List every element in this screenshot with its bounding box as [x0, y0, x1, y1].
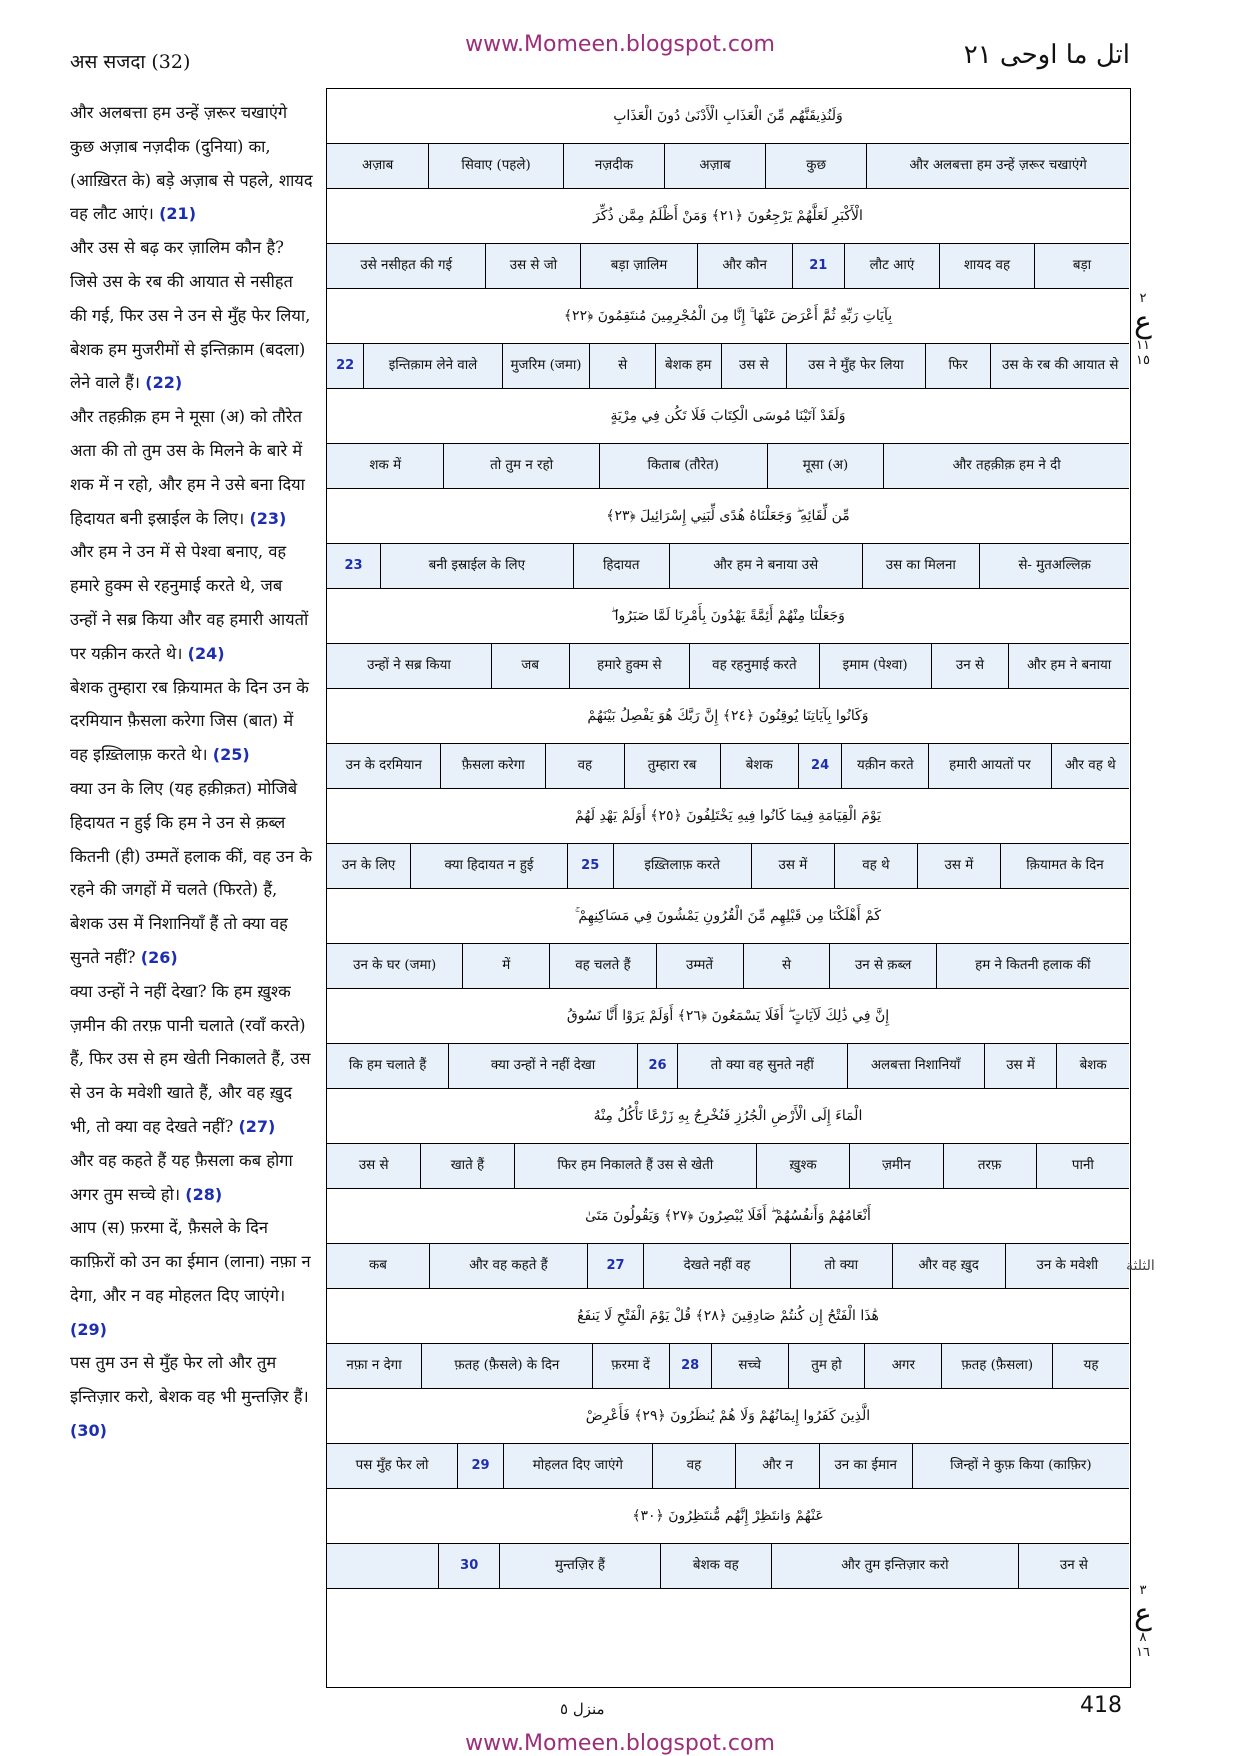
arabic-text: الَّذِينَ كَفَرُوا إِيمَانُهُمْ وَلَا هُمْ يُنظَرُونَ ﴿٢٩﴾ فَأَعْرِضْ	[585, 1408, 871, 1424]
word-meaning-cell: अज़ाब	[361, 157, 394, 173]
arabic-text: مِّن لِّقَائِهِ ۖ وَجَعَلْنَاهُ هُدًى لِّبَنِي إِسْرَائِيلَ ﴿٢٣﴾	[606, 508, 850, 524]
translation-text: और उस से बढ़ कर ज़ालिम कौन है? जिसे उस के रब की आयात से नसीहत की गई, फिर उस ने उन से मुँह फेर लिया, बेशक हम मुजरीमों से इन्तिक़ाम (बदला) लेने वाले हैं।	[70, 238, 311, 393]
word-translation-row	[327, 144, 1129, 189]
translation-text: पस तुम उन से मुँह फेर लो और तुम इन्तिज़ार करो, बेशक वह भी मुन्तज़िर हैं।	[70, 1353, 309, 1407]
word-translation-row	[327, 1344, 1129, 1389]
word-meaning-cell: उस का मिलना	[862, 544, 980, 588]
arabic-line	[327, 1189, 1129, 1244]
word-meaning-cell: यह	[1052, 1344, 1129, 1388]
verse-number-cell: 21	[792, 244, 844, 288]
word-meaning-cell: और कौन	[697, 244, 792, 288]
margin-label: الثلثة	[1126, 1258, 1155, 1274]
word-meaning-cell: देखते नहीं वह	[643, 1244, 790, 1288]
verse-number-cell: 23	[344, 558, 363, 574]
word-meaning-cell: ज़मीन	[849, 1144, 942, 1188]
word-meaning-cell: तुम हो	[788, 1344, 865, 1388]
word-meaning-cell: वह चलते हैं	[549, 944, 655, 988]
word-meaning-cell: उन्हों ने सब्र किया	[367, 657, 451, 673]
word-meaning-cell: जब	[491, 644, 569, 688]
word-meaning-cell: उन के दरमियान	[345, 757, 422, 773]
word-meaning-cell: उस से	[721, 344, 787, 388]
word-meaning-cell: बेशक	[720, 744, 798, 788]
word-meaning-cell: उन के मवेशी	[1005, 1244, 1129, 1288]
word-meaning-cell: उन के घर (जमा)	[353, 957, 437, 973]
arabic-line	[327, 1489, 1129, 1544]
verse-number-cell: 30	[438, 1544, 499, 1588]
word-meaning-cell: मुजरिम (जमा)	[502, 344, 590, 388]
word-meaning-cell: हिदायत	[573, 544, 669, 588]
word-meaning-cell: मोहलत दिए जाएंगे	[503, 1444, 652, 1488]
verse-number: (24)	[187, 643, 225, 663]
word-meaning-cell: और तुम इन्तिज़ार करो	[771, 1544, 1018, 1588]
word-by-word-table	[326, 88, 1131, 1688]
verse-number: (25)	[212, 745, 250, 765]
word-meaning-cell: यक़ीन करते	[841, 744, 928, 788]
word-meaning-cell: और वह थे	[1051, 744, 1129, 788]
word-meaning-cell: पानी	[1036, 1144, 1129, 1188]
word-meaning-cell: तुम्हारा रब	[624, 744, 720, 788]
arabic-line	[327, 389, 1129, 444]
word-meaning-cell: शायद वह	[939, 244, 1034, 288]
word-meaning-cell: क्या उन्हों ने नहीं देखा	[448, 1044, 637, 1088]
word-translation-row	[327, 644, 1129, 689]
word-meaning-cell: और अलबत्ता हम उन्हें ज़रूर चखाएंगे	[866, 144, 1129, 188]
translation-paragraph	[70, 975, 314, 1144]
word-meaning-cell: कब	[368, 1257, 387, 1273]
word-meaning-cell: फ़तह (फ़ैसला)	[941, 1344, 1052, 1388]
arabic-text: بِآيَاتِ رَبِّهِ ثُمَّ أَعْرَضَ عَنْهَا ۚ إِنَّا مِنَ الْمُجْرِمِينَ مُنتَقِمُونَ ﴿٢٢﴾	[563, 308, 893, 324]
word-meaning-cell: क़ियामत के दिन	[1000, 844, 1129, 888]
arabic-line	[327, 89, 1129, 144]
verse-number: (30)	[70, 1421, 107, 1441]
word-meaning-cell: फ़रमा दें	[592, 1344, 669, 1388]
verse-number: (26)	[140, 947, 178, 967]
verse-number: (29)	[70, 1319, 107, 1339]
arabic-text: هَٰذَا الْفَتْحُ إِن كُنتُمْ صَادِقِينَ ﴿٢٨﴾ قُلْ يَوْمَ الْفَتْحِ لَا يَنفَعُ	[577, 1308, 879, 1324]
site-url-footer[interactable]: www.Momeen.blogspot.com	[465, 1731, 775, 1756]
word-meaning-cell: पस मुँह फेर लो	[355, 1457, 429, 1473]
word-meaning-cell: कुछ	[765, 144, 866, 188]
arabic-text: كَمْ أَهْلَكْنَا مِن قَبْلِهِم مِّنَ الْقُرُونِ يَمْشُونَ فِي مَسَاكِنِهِمْ ۚ	[574, 908, 882, 924]
translation-paragraph	[70, 1144, 314, 1212]
word-meaning-cell: उन से	[1018, 1544, 1129, 1588]
arabic-line	[327, 189, 1129, 244]
word-translation-row	[327, 1444, 1129, 1489]
arabic-text: الْأَكْبَرِ لَعَلَّهُمْ يَرْجِعُونَ ﴿٢١﴾ وَمَنْ أَظْلَمُ مِمَّن ذُكِّرَ	[593, 208, 863, 224]
word-meaning-cell: उम्मतें	[656, 944, 743, 988]
arabic-text: وَكَانُوا بِآيَاتِنَا يُوقِنُونَ ﴿٢٤﴾ إِنَّ رَبَّكَ هُوَ يَفْصِلُ بَيْنَهُمْ	[587, 708, 869, 724]
word-meaning-cell: तरफ़	[943, 1144, 1036, 1188]
word-meaning-cell: सच्चे	[711, 1344, 788, 1388]
word-meaning-cell: से	[589, 344, 655, 388]
translation-text: और अलबत्ता हम उन्हें ज़रूर चखाएंगे कुछ अज़ाब नज़दीक (दुनिया) का, (आख़िरत के) बड़े अज़ाब से पहले, शायद वह लौट आएं।	[70, 103, 313, 224]
word-meaning-cell: किताब (तौरेत)	[599, 444, 767, 488]
translation-paragraph	[70, 1211, 314, 1346]
word-translation-row	[327, 1144, 1129, 1189]
word-translation-row	[327, 944, 1129, 989]
word-meaning-cell: हमारे हुक्म से	[569, 644, 690, 688]
translation-text: क्या उन्हों ने नहीं देखा? कि हम ख़ुश्क ज़मीन की तरफ़ पानी चलाते (रवाँ करते) हैं, फिर उस से हम खेती निकालते हैं, उस से उन के मवेशी खाते हैं, और वह ख़ुद भी, तो क्या वह देखते नहीं?	[70, 981, 311, 1136]
word-meaning-cell: फ़तह (फ़ैसले) के दिन	[421, 1344, 592, 1388]
arabic-text: يَوْمَ الْقِيَامَةِ فِيمَا كَانُوا فِيهِ يَخْتَلِفُونَ ﴿٢٥﴾ أَوَلَمْ يَهْدِ لَهُمْ	[574, 808, 882, 824]
word-meaning-cell: और हम ने बनाया	[1008, 644, 1129, 688]
translation-text: आप (स) फ़रमा दें, फ़ैसले के दिन काफ़िरों को उन का ईमान (लाना) नफ़ा न देगा, और न वह मोहलत दिए जाएंगे।	[70, 1218, 311, 1305]
arabic-text: أَنْعَامُهُمْ وَأَنفُسُهُمْ ۖ أَفَلَا يُبْصِرُونَ ﴿٢٧﴾ وَيَقُولُونَ مَتَىٰ	[585, 1208, 871, 1224]
translation-text: बेशक तुम्हारा रब क़ियामत के दिन उन के दरमियान फ़ैसला करेगा जिस (बात) में वह इख़्तिलाफ़ करते थे।	[70, 677, 309, 765]
word-meaning-cell: उस में	[917, 844, 1000, 888]
word-meaning-cell: फिर	[925, 344, 991, 388]
word-meaning-cell	[327, 1544, 438, 1588]
translation-paragraph	[70, 772, 314, 975]
word-meaning-cell: और न	[735, 1444, 819, 1488]
word-meaning-cell: अज़ाब	[664, 144, 765, 188]
word-meaning-cell: नज़दीक	[563, 144, 664, 188]
word-meaning-cell: फ़ैसला करेगा	[440, 744, 545, 788]
word-translation-row	[327, 344, 1129, 389]
verse-number: (27)	[238, 1116, 276, 1136]
arabic-line	[327, 989, 1129, 1044]
word-meaning-cell: और तहक़ीक़ हम ने दी	[883, 444, 1129, 488]
arabic-line	[327, 689, 1129, 744]
translation-paragraph	[70, 96, 314, 231]
arabic-text: إِنَّ فِي ذَٰلِكَ لَآيَاتٍ ۖ أَفَلَا يَسْمَعُونَ ﴿٢٦﴾ أَوَلَمْ يَرَوْا أَنَّا نَسُوقُ	[566, 1008, 890, 1024]
word-meaning-cell: ख़ुश्क	[756, 1144, 849, 1188]
word-meaning-cell: उस से जो	[485, 244, 580, 288]
word-meaning-cell: और हम ने बनाया उसे	[669, 544, 862, 588]
translation-text: और तहक़ीक़ हम ने मूसा (अ) को तौरेत अता की तो तुम उस के मिलने के बारे में शक में न रहो, और हम ने उसे बना दिया हिदायत बनी इस्राईल के लिए।	[70, 407, 305, 528]
word-meaning-cell: बेशक	[1056, 1044, 1129, 1088]
verse-number: (22)	[145, 373, 183, 393]
verse-number-cell: 28	[669, 1344, 711, 1388]
word-meaning-cell: शक में	[369, 457, 402, 473]
surah-title: अस सजदा (32)	[70, 51, 191, 73]
word-meaning-cell: तो क्या वह सुनते नहीं	[677, 1044, 847, 1088]
verse-number-cell: 29	[457, 1444, 503, 1488]
translation-paragraph	[70, 231, 314, 400]
word-meaning-cell: उस में	[984, 1044, 1057, 1088]
arabic-line	[327, 589, 1129, 644]
verse-number-cell: 26	[637, 1044, 677, 1088]
ruku-marker-2: ٣ ع ٨ ١٦	[1134, 1583, 1152, 1660]
word-meaning-cell: तो क्या	[790, 1244, 892, 1288]
site-url-header[interactable]: www.Momeen.blogspot.com	[465, 32, 775, 57]
word-meaning-cell: उस के रब की आयात से	[990, 344, 1129, 388]
translation-paragraph	[70, 400, 314, 535]
word-translation-row	[327, 544, 1129, 589]
word-meaning-cell: बेशक वह	[660, 1544, 771, 1588]
word-meaning-cell: में	[462, 944, 549, 988]
word-meaning-cell: कि हम चलाते हैं	[348, 1057, 427, 1073]
word-translation-row	[327, 244, 1129, 289]
arabic-text: عَنْهُمْ وَانتَظِرْ إِنَّهُم مُّنتَظِرُونَ ﴿٣٠﴾	[632, 1508, 824, 1524]
word-meaning-cell: लौट आएं	[844, 244, 939, 288]
word-meaning-cell: नफ़ा न देगा	[346, 1357, 402, 1373]
word-meaning-cell: बनी इस्राईल के लिए	[380, 544, 573, 588]
word-meaning-cell: सिवाए (पहले)	[428, 144, 563, 188]
word-meaning-cell: बड़ा ज़ालिम	[580, 244, 696, 288]
word-meaning-cell: वह थे	[834, 844, 917, 888]
word-meaning-cell: खाते हैं	[420, 1144, 513, 1188]
word-meaning-cell: उस से	[358, 1157, 389, 1173]
word-meaning-cell: वह	[652, 1444, 736, 1488]
word-meaning-cell: उन से क़ब्ल	[829, 944, 935, 988]
translation-text: और हम ने उन में से पेश्वा बनाए, वह हमारे हुक्म से रहनुमाई करते थे, जब उन्हों ने सब्र किया और वह हमारी आयतों पर यक़ीन करते थे।	[70, 542, 309, 663]
word-meaning-cell: वह	[545, 744, 623, 788]
arabic-text: وَلَنُذِيقَنَّهُم مِّنَ الْعَذَابِ الْأَدْنَىٰ دُونَ الْعَذَابِ	[613, 108, 843, 124]
arabic-line	[327, 1289, 1129, 1344]
arabic-line	[327, 489, 1129, 544]
word-meaning-cell: बेशक हम	[655, 344, 721, 388]
translation-text: और वह कहते हैं यह फ़ैसला कब होगा अगर तुम सच्चे हो।	[70, 1150, 293, 1204]
arabic-text: الْمَاءَ إِلَى الْأَرْضِ الْجُرُزِ فَنُخْرِجُ بِهِ زَرْعًا تَأْكُلُ مِنْهُ	[593, 1108, 863, 1124]
word-meaning-cell: क्या हिदायत न हुई	[410, 844, 567, 888]
arabic-line	[327, 1389, 1129, 1444]
translation-paragraph	[70, 671, 314, 772]
translation-paragraph	[70, 535, 314, 670]
word-meaning-cell: हमारी आयतों पर	[928, 744, 1050, 788]
word-meaning-cell: उन के लिए	[341, 857, 396, 873]
word-meaning-cell: बड़ा	[1034, 244, 1129, 288]
word-meaning-cell: उन का ईमान	[819, 1444, 912, 1488]
verse-number: (21)	[159, 204, 196, 224]
arabic-text: وَلَقَدْ آتَيْنَا مُوسَى الْكِتَابَ فَلَا تَكُن فِي مِرْيَةٍ	[610, 408, 846, 424]
word-meaning-cell: उस में	[751, 844, 834, 888]
translation-paragraph	[70, 1346, 314, 1447]
word-meaning-cell: मुन्तज़िर हैं	[499, 1544, 660, 1588]
word-translation-row	[327, 1544, 1129, 1589]
para-title: اتل ما اوحی ٢١	[963, 40, 1130, 70]
verse-number: (23)	[249, 508, 287, 528]
word-meaning-cell: से- मुतअल्लिक़	[979, 544, 1129, 588]
arabic-line	[327, 1089, 1129, 1144]
ruku-marker-1: ٢ ع ١١ ١٥	[1134, 291, 1152, 368]
word-meaning-cell: अलबत्ता निशानियाँ	[847, 1044, 984, 1088]
word-translation-row	[327, 444, 1129, 489]
verse-number-cell: 25	[567, 844, 613, 888]
word-meaning-cell: अगर	[864, 1344, 941, 1388]
arabic-line	[327, 289, 1129, 344]
word-meaning-cell: फिर हम निकालते हैं उस से खेती	[514, 1144, 756, 1188]
page-number: 418	[1080, 1693, 1122, 1718]
word-meaning-cell: इख़्तिलाफ़ करते	[613, 844, 751, 888]
word-translation-row	[327, 1044, 1129, 1089]
word-meaning-cell: वह रहनुमाई करते	[689, 644, 818, 688]
word-translation-row	[327, 1244, 1129, 1289]
word-meaning-cell: और वह ख़ुद	[892, 1244, 1005, 1288]
word-meaning-cell: मूसा (अ)	[767, 444, 883, 488]
word-meaning-cell: और वह कहते हैं	[429, 1244, 587, 1288]
arabic-line	[327, 889, 1129, 944]
verse-number-cell: 27	[587, 1244, 643, 1288]
word-meaning-cell: इमाम (पेश्वा)	[819, 644, 931, 688]
verse-number: (28)	[185, 1184, 223, 1204]
arabic-line	[327, 789, 1129, 844]
word-meaning-cell: उन से	[931, 644, 1009, 688]
verse-number-cell: 22	[336, 358, 355, 374]
verse-number-cell: 24	[798, 744, 841, 788]
translation-column	[70, 96, 314, 1448]
word-meaning-cell: से	[743, 944, 830, 988]
word-meaning-cell: उसे नसीहत की गई	[360, 257, 453, 273]
word-meaning-cell: तो तुम न रहो	[443, 444, 598, 488]
arabic-text: وَجَعَلْنَا مِنْهُمْ أَئِمَّةً يَهْدُونَ بِأَمْرِنَا لَمَّا صَبَرُوا ۖ	[611, 608, 845, 624]
word-meaning-cell: हम ने कितनी हलाक कीं	[936, 944, 1129, 988]
word-translation-row	[327, 844, 1129, 889]
word-translation-row	[327, 744, 1129, 789]
translation-text: क्या उन के लिए (यह हक़ीक़त) मोजिबे हिदायत न हुई कि हम ने उन से क़ब्ल कितनी (ही) उम्मतें हलाक कीं, वह उन के रहने की जगहों में चलते (फिरते) हैं, बेशक उस में निशानियाँ हैं तो क्या वह सुनते नहीं?	[70, 778, 312, 967]
word-meaning-cell: इन्तिक़ाम लेने वाले	[363, 344, 502, 388]
word-meaning-cell: जिन्हों ने कुफ़ किया (काफ़िर)	[912, 1444, 1129, 1488]
manzil-label: منزل ٥	[560, 1700, 605, 1718]
word-meaning-cell: उस ने मुँह फेर लिया	[786, 344, 925, 388]
